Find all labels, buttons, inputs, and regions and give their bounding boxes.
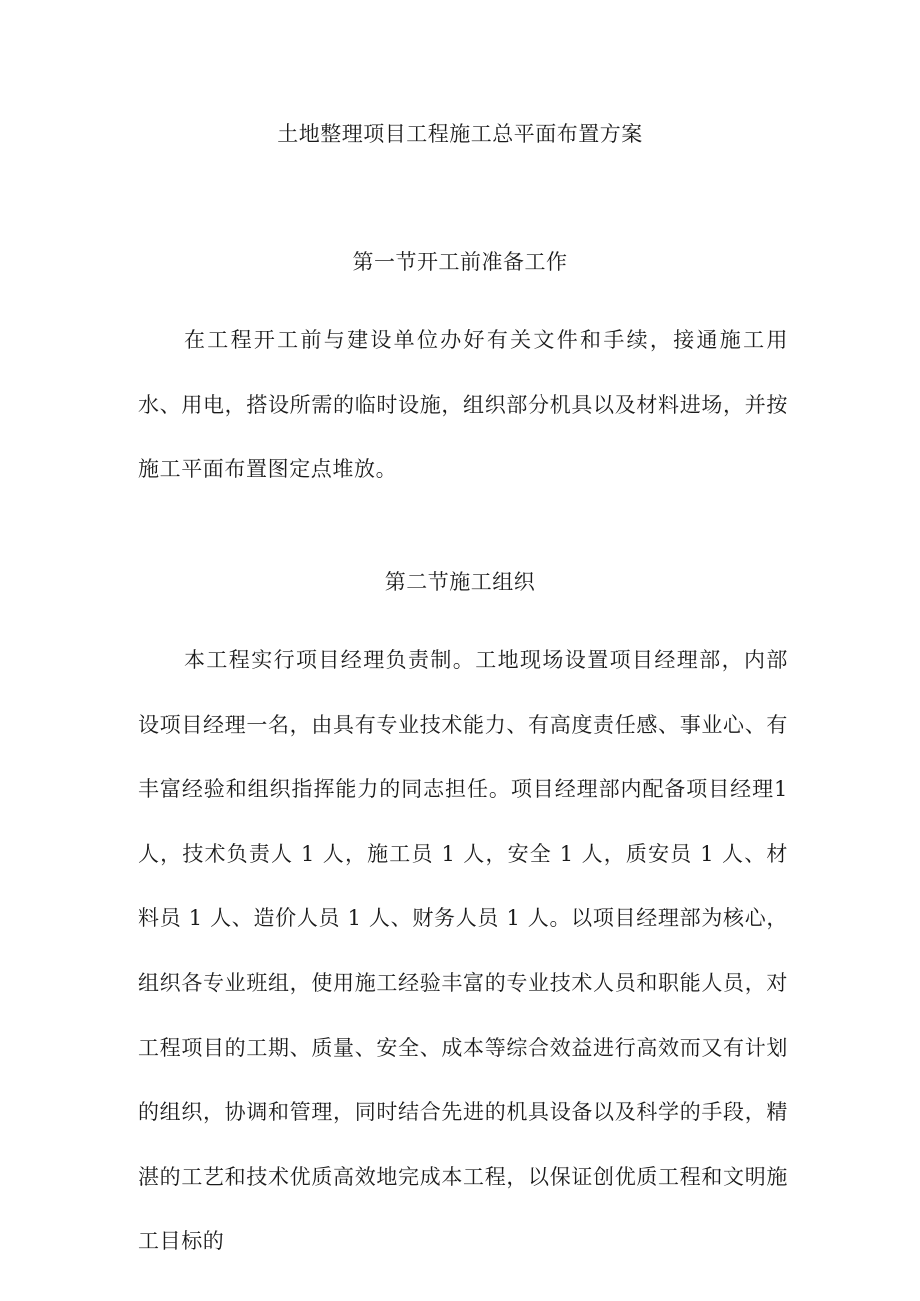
section-heading-1: 第一节开工前准备工作 [352, 250, 568, 274]
document-title: 土地整理项目工程施工总平面布置方案 [277, 122, 643, 146]
section-heading-2: 第二节施工组织 [384, 570, 536, 594]
section-2-paragraph: 本工程实行项目经理负责制。工地现场设置项目经理部，内部设项目经理一名，由具有专业技术能力、有高度责任感、事业心、有丰富经验和组织指挥能力的同志担任。项目经理部内配备项目经理1人，技术负责人 1 人，施工员 1 人，安全 1 人，质安员 1 人、材料员 1 人、造价人员 1 人、财务人员 1 人。以项目经理部为核心，组织各专业班组，使用施工经验丰富的专业技术人员和职能人员，对工程项目的工期、质量、安全、成本等综合效益进行高效而又有计划的组织，协调和管理，同时结合先进的机具设备以及科学的手段，精湛的工艺和技术优质高效地完成本工程，以保证创优质工程和文明施工目标的 [138, 648, 788, 1254]
section-1-paragraph: 在工程开工前与建设单位办好有关文件和手续，接通施工用水、用电，搭设所需的临时设施，组织部分机具以及材料进场，并按施工平面布置图定点堆放。 [138, 328, 788, 482]
